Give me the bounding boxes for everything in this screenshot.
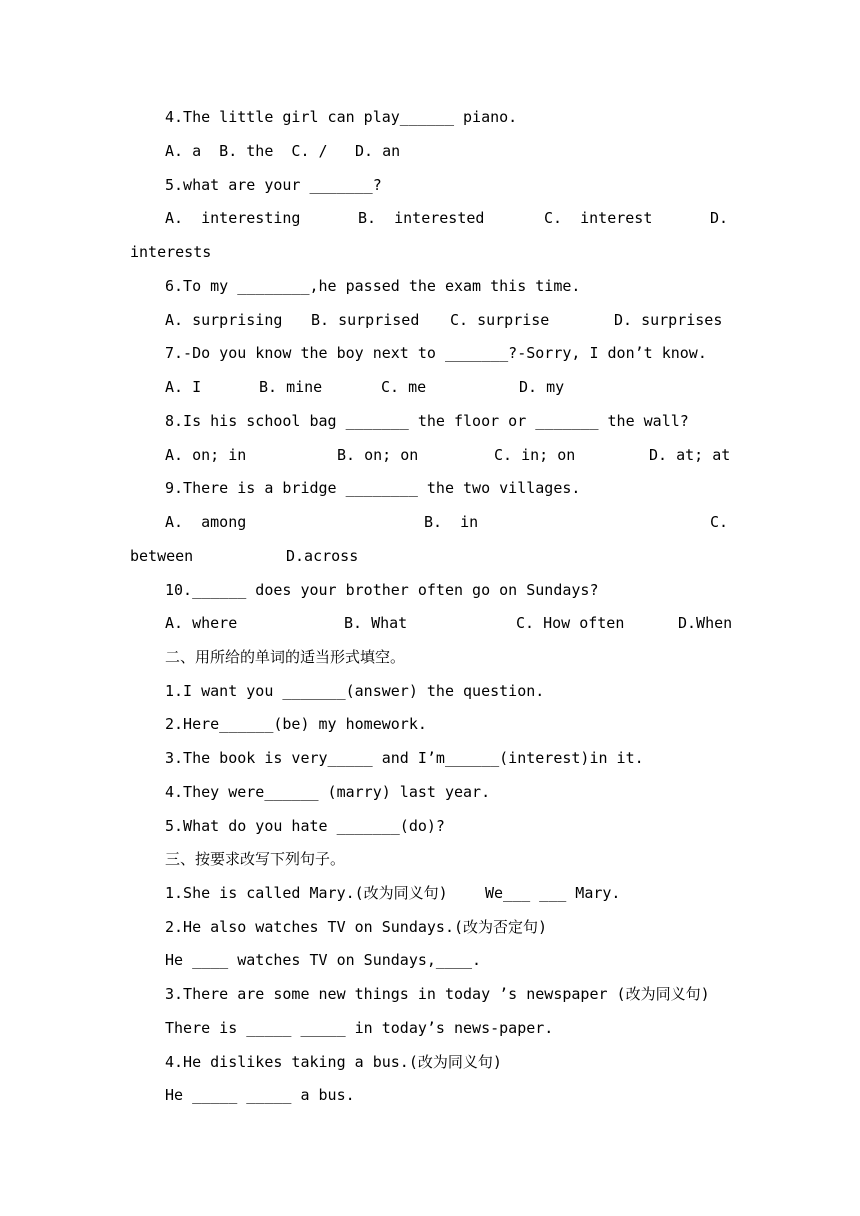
option-d: D.When xyxy=(678,614,733,632)
option-b: B. on; on xyxy=(337,446,419,464)
option-c-label: C. xyxy=(710,513,729,531)
section-title: 三、按要求改写下列句子。 xyxy=(165,850,346,868)
option-b: B. mine xyxy=(259,378,323,396)
question-8 xyxy=(0,411,860,445)
options-5 xyxy=(0,208,860,242)
option-d: D. my xyxy=(519,378,565,396)
rewrite-answer: He ____ watches TV on Sundays,____. xyxy=(165,951,482,969)
option-b: B. in xyxy=(424,513,479,531)
question-text: 7.-Do you know the boy next to _______?-Sorry, I don’t know. xyxy=(165,344,707,362)
option-b: B. surprised xyxy=(311,311,420,329)
rewrite-3-answer xyxy=(0,1018,860,1052)
question-5 xyxy=(0,175,860,209)
options-5-cont xyxy=(0,242,860,276)
question-10 xyxy=(0,580,860,614)
section-2-heading xyxy=(0,647,860,681)
fill-text: 5.What do you hate _______(do)? xyxy=(165,817,445,835)
rewrite-4 xyxy=(0,1052,860,1086)
rewrite-3 xyxy=(0,984,860,1018)
option-d: D. surprises xyxy=(614,311,723,329)
rewrite-text: 4.He dislikes taking a bus.(改为同义句) xyxy=(165,1053,502,1071)
fill-text: 2.Here______(be) my homework. xyxy=(165,715,427,733)
question-text: 5.what are your _______? xyxy=(165,176,382,194)
option-c: C. interest xyxy=(544,209,653,227)
rewrite-2 xyxy=(0,917,860,951)
option-d: D.across xyxy=(286,547,359,565)
rewrite-4-answer xyxy=(0,1085,860,1119)
option-d: D. at; at xyxy=(649,446,731,464)
option-c: C. in; on xyxy=(494,446,576,464)
option-abc: A. a B. the C. / xyxy=(165,142,328,160)
question-text: 8.Is his school bag _______ the floor or _______ the wall? xyxy=(165,412,689,430)
fill-text: 1.I want you _______(answer) the question. xyxy=(165,682,545,700)
option-c: C. me xyxy=(381,378,427,396)
option-a: A. interesting xyxy=(165,209,301,227)
options-10 xyxy=(0,613,860,647)
option-d-text: interests xyxy=(130,243,212,261)
option-d: D. an xyxy=(355,142,401,160)
rewrite-answer: There is _____ _____ in today’s news-paper. xyxy=(165,1019,554,1037)
options-9-cont xyxy=(0,546,860,580)
fill-1 xyxy=(0,681,860,715)
question-4 xyxy=(0,107,860,141)
question-text: 10.______ does your brother often go on Sundays? xyxy=(165,581,599,599)
option-a: A. I xyxy=(165,378,202,396)
question-7 xyxy=(0,343,860,377)
section-title: 二、用所给的单词的适当形式填空。 xyxy=(165,648,406,666)
option-b: B. What xyxy=(344,614,408,632)
options-4 xyxy=(0,141,860,175)
option-c: C. surprise xyxy=(450,311,550,329)
fill-text: 4.They were______ (marry) last year. xyxy=(165,783,491,801)
option-a: A. where xyxy=(165,614,238,632)
rewrite-text: 1.She is called Mary.(改为同义句) xyxy=(165,884,448,902)
fill-5 xyxy=(0,816,860,850)
option-d-label: D. xyxy=(710,209,729,227)
rewrite-2-answer xyxy=(0,950,860,984)
options-9 xyxy=(0,512,860,546)
rewrite-text: 3.There are some new things in today ’s newspaper (改为同义句) xyxy=(165,985,710,1003)
option-b: B. interested xyxy=(358,209,485,227)
rewrite-answer: We___ ___ Mary. xyxy=(485,884,621,902)
question-text: 9.There is a bridge ________ the two villages. xyxy=(165,479,581,497)
option-c-text: between xyxy=(130,547,194,565)
options-6 xyxy=(0,310,860,344)
fill-4 xyxy=(0,782,860,816)
options-8 xyxy=(0,445,860,479)
option-a: A. surprising xyxy=(165,311,283,329)
section-3-heading xyxy=(0,849,860,883)
question-6 xyxy=(0,276,860,310)
fill-3 xyxy=(0,748,860,782)
option-a: A. on; in xyxy=(165,446,247,464)
rewrite-text: 2.He also watches TV on Sundays.(改为否定句) xyxy=(165,918,548,936)
option-c: C. How often xyxy=(516,614,625,632)
question-9 xyxy=(0,478,860,512)
question-text: 6.To my ________,he passed the exam this time. xyxy=(165,277,581,295)
fill-text: 3.The book is very_____ and I’m______(interest)in it. xyxy=(165,749,644,767)
rewrite-answer: He _____ _____ a bus. xyxy=(165,1086,355,1104)
option-a: A. among xyxy=(165,513,247,531)
options-7 xyxy=(0,377,860,411)
fill-2 xyxy=(0,714,860,748)
question-text: 4.The little girl can play______ piano. xyxy=(165,108,518,126)
rewrite-1 xyxy=(0,883,860,917)
